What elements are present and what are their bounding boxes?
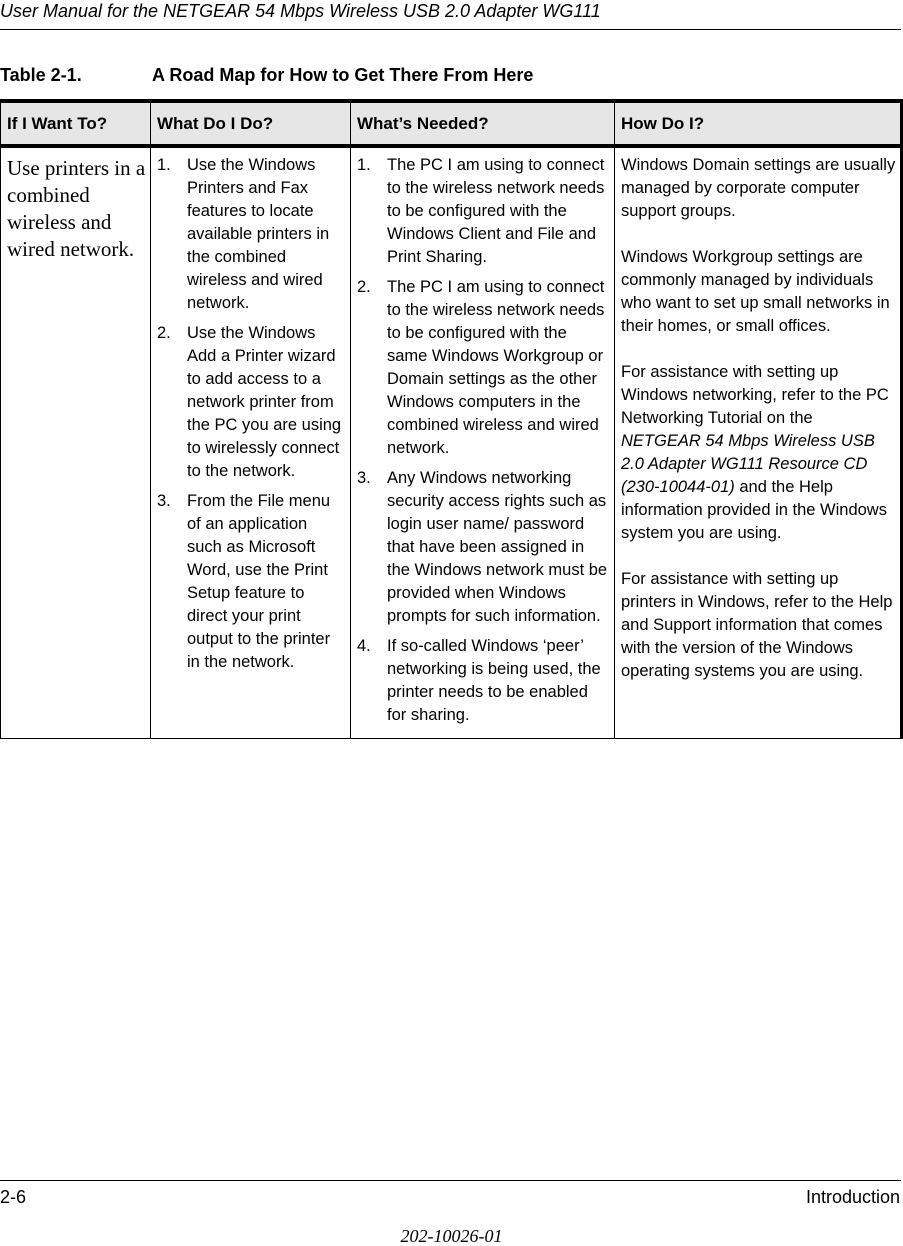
table-row — [1, 146, 902, 739]
list-item: 1. The PC I am using to connect to the wireless network needs to be configured with the Windows Client and File and Print Sharing. — [357, 156, 605, 266]
how-paragraph: Windows Workgroup settings are commonly managed by individuals who want to set up small networks in their homes, or small offices. — [621, 248, 890, 335]
column-header-want: If I Want To? — [1, 101, 151, 146]
cell-do — [151, 146, 351, 739]
list-item: 2. The PC I am using to connect to the wireless network needs to be configured with the same Windows Workgroup or Domain settings as the other Windows computers in the combined wireless and wired network. — [357, 278, 605, 457]
how-paragraph: For assistance with setting up printers in Windows, refer to the Help and Support information that comes with the version of the Windows operating systems you are using. — [621, 570, 893, 680]
cell-needed — [351, 146, 615, 739]
table-caption-number: Table 2-1. — [0, 65, 82, 85]
running-header: User Manual for the NETGEAR 54 Mbps Wireless USB 2.0 Adapter WG111 — [0, 1, 601, 21]
table-caption-title: A Road Map for How to Get There From Here — [152, 65, 534, 85]
list-item: 1. Use the Windows Printers and Fax features to locate available printers in the combined wireless and wired network. — [157, 156, 330, 312]
cell-want: Use printers in a combined wireless and wired network. — [1, 146, 151, 739]
needed-steps-list — [357, 154, 610, 727]
column-header-how: How Do I? — [615, 101, 902, 146]
document-number: 202-10026-01 — [400, 1226, 503, 1246]
column-header-do: What Do I Do? — [151, 101, 351, 146]
list-item: 3. Any Windows networking security access rights such as login user name/ password that have been assigned in the Windows network must be provided when Windows prompts for such information. — [357, 469, 608, 625]
page-number: 2-6 — [0, 1187, 27, 1207]
footer-divider — [0, 1180, 901, 1181]
list-item: 2. Use the Windows Add a Printer wizard to add access to a network printer from the PC you are using to wirelessly connect to the network. — [157, 324, 342, 480]
table-caption — [0, 64, 533, 86]
resource-cd-title: NETGEAR 54 Mbps Wireless USB 2.0 Adapter WG111 Resource CD (230-10044-01) — [621, 432, 875, 496]
cell-how — [615, 146, 902, 739]
section-name: Introduction — [805, 1187, 900, 1207]
list-item: 4. If so-called Windows ‘peer’ networking is being used, the printer needs to be enabled for sharing. — [357, 637, 601, 724]
how-paragraph: For assistance with setting up Windows networking, refer to the PC Networking Tutorial on the NETGEAR 54 Mbps Wireless USB 2.0 Adapter WG111 Resource CD (230-10044-01) and the Help information provided in the Windows system you are using. — [621, 363, 889, 542]
roadmap-table — [0, 99, 903, 739]
column-header-needed: What’s Needed? — [351, 101, 615, 146]
do-steps-list — [157, 154, 346, 674]
table-header-row — [1, 101, 902, 146]
header-divider — [0, 29, 901, 30]
how-paragraph: Windows Domain settings are usually managed by corporate computer support groups. — [621, 156, 896, 220]
list-item: 3. From the File menu of an application such as Microsoft Word, use the Print Setup feature to direct your print output to the printer in the network. — [157, 492, 331, 671]
